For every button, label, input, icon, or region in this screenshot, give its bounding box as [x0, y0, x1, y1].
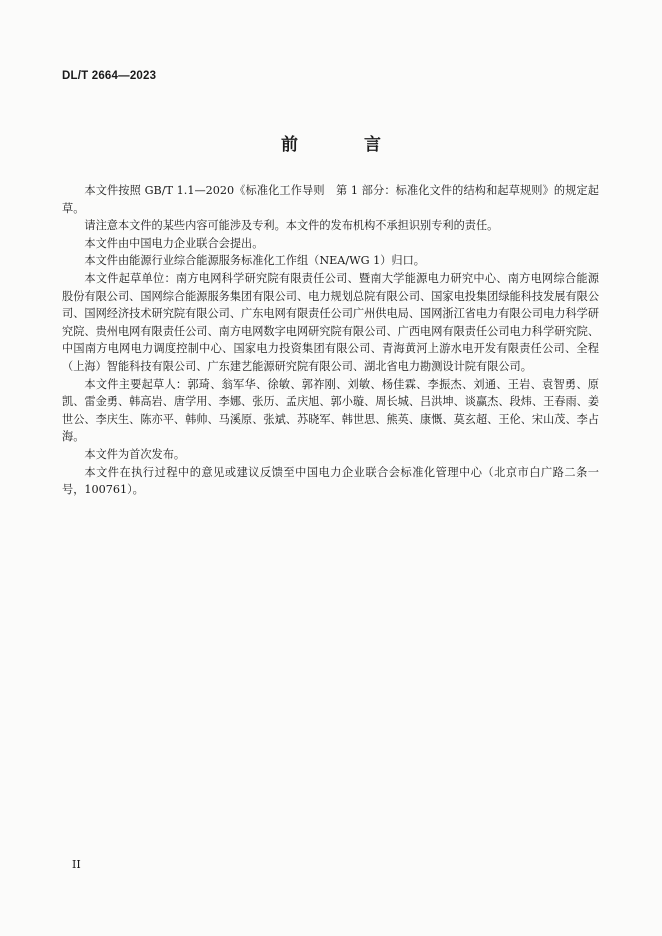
paragraph-patent-notice: 请注意本文件的某些内容可能涉及专利。本文件的发布机构不承担识别专利的责任。 [84, 219, 499, 233]
paragraph-first-release: 本文件为首次发布。 [84, 447, 186, 461]
paragraph-drafting-rules: 本文件按照 GB/T 1.1—2020《标准化工作导则 第 1 部分：标准化文件的结构和起草规则》的规定起草。 [62, 184, 599, 215]
paragraph-drafters: 本文件主要起草人：郭琦、翁军华、徐敏、郭祚刚、刘敏、杨佳霖、李振杰、刘通、王岩、袁智勇、原凯、雷金勇、韩高岩、唐学用、李娜、张历、孟庆旭、郭小璇、周长城、吕洪坤、谈赢杰、段炜、王春雨、姜世公、李庆生、陈亦平、韩帅、马溪原、张斌、苏晓军、韩世思、熊英、康慨、莫玄超、王伦、宋山茂、李占海。 [62, 377, 600, 444]
paragraph-drafting-organizations: 本文件起草单位：南方电网科学研究院有限责任公司、暨南大学能源电力研究中心、南方电网综合能源股份有限公司、国网综合能源服务集团有限公司、电力规划总院有限公司、国家电投集团绿能科技发展有限公司、国网经济技术研究院有限公司、广东电网有限责任公司广州供电局、国网浙江省电力有限公司电力科学研究院、贵州电网有限责任公司、南方电网数字电网研究院有限公司、广西电网有限责任公司电力科学研究院、中国南方电网电力调度控制中心、国家电力投资集团有限公司、青海黄河上游水电开发有限责任公司、全程（上海）智能科技有限公司、广东建艺能源研究院有限公司、湖北省电力勘测设计院有限公司。 [62, 271, 600, 373]
paragraph-technical-committee: 本文件由能源行业综合能源服务标准化工作组（NEA/WG 1）归口。 [84, 254, 425, 268]
paragraph-feedback: 本文件在执行过程中的意见或建议反馈至中国电力企业联合会标准化管理中心（北京市白广路二条一号，100761）。 [62, 465, 599, 497]
paragraph-proposer: 本文件由中国电力企业联合会提出。 [84, 236, 264, 250]
page-number: II [72, 858, 81, 871]
page-title: 前 言 [281, 135, 411, 155]
foreword-body [62, 182, 599, 499]
document-number: DL/T 2664—2023 [62, 70, 157, 82]
